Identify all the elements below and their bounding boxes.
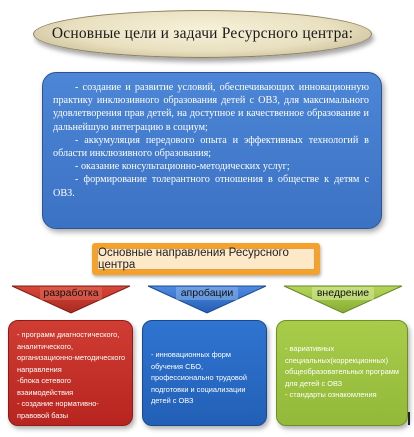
goal-item: - оказание консультационно-методических услуг;	[75, 161, 290, 173]
title-oval	[33, 10, 372, 58]
directions-title: Основные направления Ресурсного центра	[98, 247, 289, 271]
text-cursor-mark	[408, 412, 410, 425]
card-item: - вариативных специальных(коррекционных) общеобразовательных программ для детей с ОВЗ	[285, 344, 399, 388]
branch-arrow-approbation	[146, 284, 268, 314]
card-item: - стандарты ознакомления	[285, 390, 377, 399]
page-title: Основные цели и задачи Ресурсного центра:	[51, 25, 354, 42]
directions-box	[92, 243, 320, 275]
card-item: - создание нормативно-правовой базы	[17, 399, 99, 420]
goals-box	[42, 72, 382, 229]
approbation-card	[142, 320, 267, 426]
card-item: -блока сетевого взаимодействия	[17, 376, 74, 397]
branch-label: разработка	[43, 287, 99, 299]
implementation-card	[276, 320, 408, 426]
goal-item: - формирование толерантного отношения в обществе к детям с ОВЗ.	[53, 174, 369, 199]
card-item: - программ диагностического, аналитического, организационно-методического направления	[17, 330, 126, 374]
development-card	[8, 320, 133, 426]
directions-inner	[97, 248, 315, 270]
goal-item: - аккумуляция передового опыта и эффективных технологий в области инклюзивного образования;	[53, 134, 369, 160]
branch-label: апробации	[180, 287, 234, 299]
branch-arrow-implementation	[282, 284, 404, 314]
branch-arrow-development	[10, 284, 132, 314]
goal-item: - создание и развитие условий, обеспечивающих инновационную практику инклюзивного образования детей с ОВЗ, для максимального удовлетворения прав детей, на доступное и качественное образование и дальнейшую интеграцию в социум;	[53, 82, 369, 133]
branch-label: внедрение	[316, 287, 370, 299]
card-item: - инновационных форм обучения СБО, профессионально трудовой подготовки и социализации детей с ОВЗ	[151, 350, 248, 405]
